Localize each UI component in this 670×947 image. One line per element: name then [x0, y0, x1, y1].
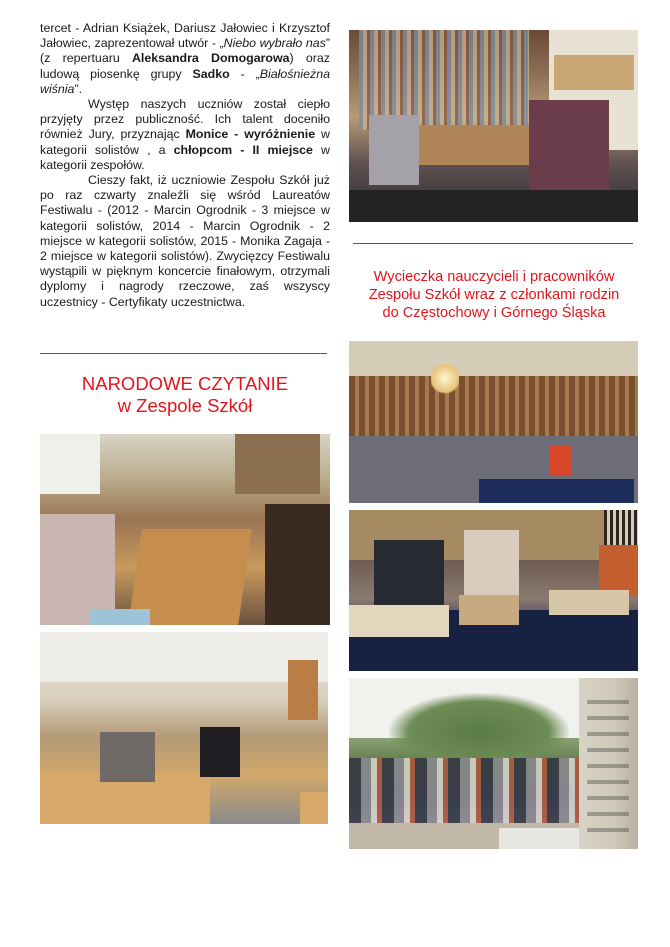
photo-monastery-library-hall — [349, 341, 638, 503]
paragraph-3 — [40, 173, 330, 310]
article-text-left — [40, 21, 330, 310]
text-run: Występ naszych uczniów został ciepło przyjęty przez publiczność. Ich talent doceniło również Jury, przyznając — [40, 97, 330, 142]
section-heading-wycieczka — [349, 268, 639, 322]
text-run: w kategorii zespołów. — [40, 142, 330, 172]
text-run: tercet - Adrian Książek, Dariusz Jałowiec i Krzysztof Jałowiec, zaprezentował utwór - „ — [40, 21, 330, 51]
photo-miniature-park-group — [349, 678, 638, 849]
photo-library-group-reading — [349, 30, 638, 222]
bold-text: chłopcom - II miejsce — [173, 142, 313, 157]
photo-classroom-reading — [40, 632, 328, 824]
section-heading-narodowe-czytanie — [40, 373, 330, 417]
bold-text: Aleksandra Domogarowa — [131, 51, 290, 66]
bold-text: Sadko — [192, 66, 230, 81]
section-divider-left — [40, 353, 327, 354]
text-run: w kategorii solistów , a — [40, 127, 330, 157]
text-run: - „ — [229, 66, 260, 81]
italic-text: Niebo wybrało nas — [223, 36, 326, 51]
text-run: Cieszy fakt, iż uczniowie Zespołu Szkół już po raz czwarty znaleźli się wśród Laureatów Festiwalu - (2012 - Marcin Ogrodnik - 3 miejsce w kategorii solistów, 2014 - Marcin Ogrodnik - 2 miejsce w kategorii solistów, 2015 - Monika Zagaja - 2 miejsce w kategorii solistów). Zwycięzcy Festiwalu wystąpili w pięknym koncercie finałowym, otrzymali dyplomy i nagrody rzeczowe, zaś wszyscy uczestnicy - Certyfikaty uczestnictwa. — [40, 173, 330, 309]
text-run: ”. — [74, 81, 83, 96]
paragraph-2 — [40, 97, 330, 173]
section-divider-right — [353, 243, 633, 244]
heading-line: w Zespole Szkół — [117, 395, 253, 416]
heading-line: Zespołu Szkół wraz z członkami rodzin — [368, 287, 620, 303]
text-run: ) oraz ludową piosenkę grupy — [40, 51, 330, 81]
photo-old-books-viewing — [349, 510, 638, 671]
text-run: ” (z repertuaru — [40, 36, 330, 66]
photo-students-reading-around-table — [40, 434, 330, 625]
heading-line: NARODOWE CZYTANIE — [81, 373, 289, 394]
italic-text: Białośnieżna wiśnia — [40, 66, 331, 96]
heading-line: Wycieczka nauczycieli i pracowników — [373, 269, 615, 285]
heading-line: do Częstochowy i Górnego Śląska — [382, 305, 606, 321]
bold-text: Monice - wyróżnienie — [185, 127, 316, 142]
paragraph-1 — [40, 21, 330, 97]
